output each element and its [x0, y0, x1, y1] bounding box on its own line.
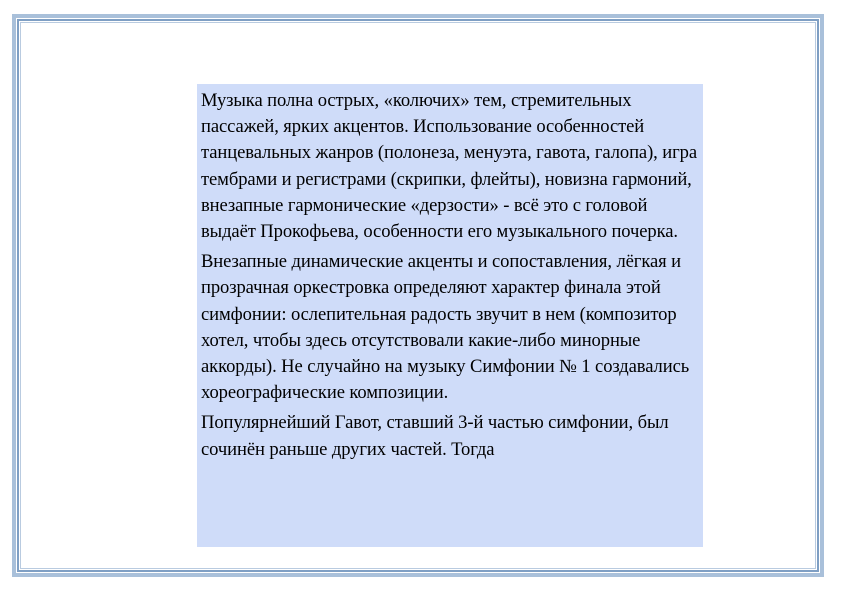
- paragraph-1: Музыка полна острых, «колючих» тем, стремительных пассажей, ярких акцентов. Использование особенностей танцевальных жанров (полонеза, менуэта, гавота, галопа), игра тембрами и регистрами (скрипки, флейты), новизна гармоний, внезапные гармонические «дерзости» - всё это с головой выдаёт Прокофьева, особенности его музыкального почерка.: [201, 90, 697, 243]
- paragraph-3: Популярнейший Гавот, ставший 3-й частью симфонии, был сочинён раньше других частей. Тогда: [201, 412, 669, 460]
- text-box: [197, 84, 703, 547]
- paragraph-2: Внезапные динамические акценты и сопоставления, лёгкая и прозрачная оркестровка определяют характер финала этой симфонии: ослепительная радость звучит в нем (композитор хотел, чтобы здесь отсутствовали какие-либо минорные аккорды). Не случайно на музыку Симфонии № 1 создавались хореографические композиции.: [201, 251, 690, 404]
